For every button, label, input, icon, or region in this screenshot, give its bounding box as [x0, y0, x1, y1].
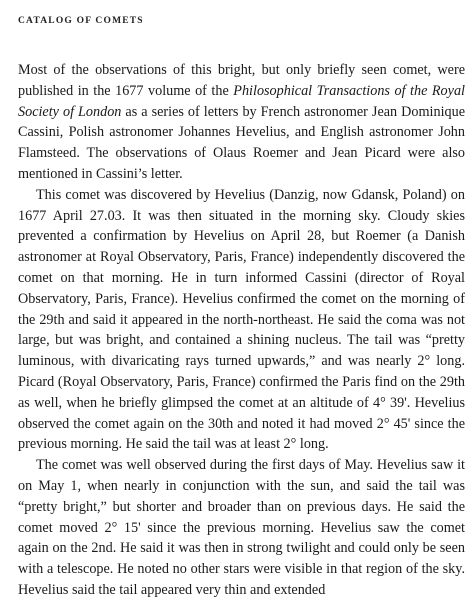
paragraph-text: The comet was well observed during the first days of May. Hevelius saw it on May 1, when nearly in conjunction with the sun, and said the tail was “pretty bright,” but shorter and broader than on previous days. He said the comet moved 2° 15' since the previous morning. Hevelius saw the comet again on the 2nd. He said it was then in strong twilight and could only be seen with a telescope. He noted no other stars were visible in that region of the sky. Hevelius said the tail appeared very thin and extended [18, 457, 465, 598]
body-text [18, 60, 465, 601]
paragraph-text: as a series of letters by French astronomer Jean Dominique Cassini, Polish astronomer Johannes Hevelius, and English astronomer John Flamsteed. The observations of Olaus Roemer and Jean Picard were also mentioned in Cassini’s letter. [18, 103, 465, 182]
paragraph-3 [18, 455, 465, 601]
paragraph-2 [18, 185, 465, 455]
journal-title: Philosophical Transactions of the Royal Society of London [18, 82, 465, 120]
paragraph-text: This comet was discovered by Hevelius (Danzig, now Gdansk, Poland) on 1677 April 27.03. It was then situated in the morning sky. Cloudy skies prevented a confirmation by Hevelius on April 28, but Roemer (a Danish astronomer at Royal Observatory, Paris, France) independently discovered the comet on that morning. He in turn informed Cassini (director of Royal Observatory, Paris, France). Hevelius confirmed the comet on the morning of the 29th and said it appeared in the north-northeast. He said the coma was not large, but was bright, and contained a shining nucleus. The tail was “pretty luminous, with divaricating rays turned upwards,” and was nearly 2° long. Picard (Royal Observatory, Paris, France) confirmed the Paris find on the 29th as well, when he briefly glimpsed the comet at an altitude of 4° 39'. Hevelius observed the comet again on the 30th and noted it had moved 2° 45' since the previous morning. He said the tail was at least 2° long. [18, 186, 465, 453]
paragraph-1 [18, 60, 465, 185]
running-head: CATALOG OF COMETS [18, 16, 144, 26]
paragraph-text: Most of the observations of this bright, but only briefly seen comet, were published in the 1677 volume of the [18, 62, 465, 99]
